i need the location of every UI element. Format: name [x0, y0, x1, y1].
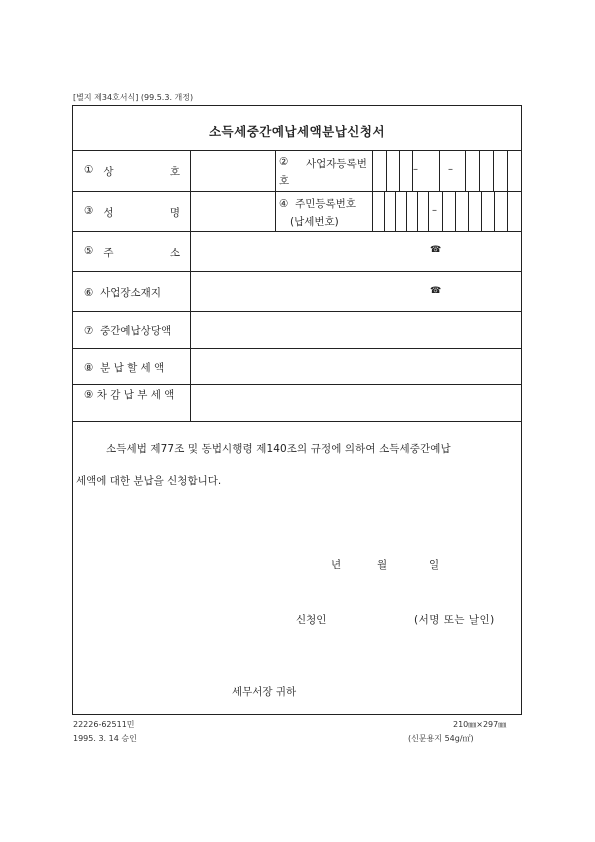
form-reference: [별지 제34호서식] (99.5.3. 개정) — [73, 93, 194, 102]
resident-no-label: ④ 주민등록번호 — [279, 198, 356, 210]
biz-reg-label-text-2: 호 — [279, 175, 290, 187]
tax-no-label: (납세번호) — [290, 216, 339, 228]
applicant-label: 신청인 — [296, 614, 327, 626]
address-field[interactable] — [190, 231, 521, 271]
name-label: ③ 성 명 — [84, 205, 180, 219]
paper-type: (신문용지 54g/㎡) — [408, 734, 474, 743]
statement-line-2: 세액에 대한 분납을 신청합니다. — [76, 475, 222, 487]
approval-date: 1995. 3. 14 승인 — [73, 734, 137, 743]
form-number: 22226-62511민 — [73, 720, 135, 729]
date-year: 년 — [331, 559, 342, 571]
trade-name-label: ① 상 호 — [84, 164, 180, 178]
business-location-field[interactable] — [190, 271, 521, 311]
installment-amount-label: ⑧ 분 납 할 세 액 — [84, 362, 165, 374]
biz-reg-label: ② — [279, 156, 289, 168]
date-month: 월 — [377, 559, 388, 571]
biz-reg-digit-boxes[interactable] — [372, 150, 522, 191]
signature-note: (서명 또는 날인) — [414, 614, 495, 626]
business-location-label: ⑥ 사업장소재지 — [84, 287, 161, 299]
net-payment-field[interactable] — [190, 384, 521, 421]
date-day: 일 — [429, 559, 440, 571]
biz-reg-dash-1: – — [413, 164, 418, 175]
name-field[interactable] — [190, 191, 275, 231]
installment-amount-field[interactable] — [190, 348, 521, 384]
biz-reg-label-text: 사업자등록번 — [306, 158, 367, 170]
address-label: ⑤ 주 소 — [84, 245, 180, 259]
phone-icon: ☎ — [430, 245, 442, 255]
interim-amount-label: ⑦ 중간예납상당액 — [84, 325, 172, 337]
form-title: 소득세중간예납세액분납신청서 — [208, 124, 386, 139]
interim-amount-field[interactable] — [190, 311, 521, 348]
phone-icon: ☎ — [430, 286, 442, 296]
paper-size: 210㎜×297㎜ — [453, 720, 507, 729]
biz-reg-dash-2: – — [448, 164, 453, 175]
resident-dash: – — [432, 205, 437, 216]
recipient-label: 세무서장 귀하 — [232, 686, 297, 698]
resident-digit-boxes[interactable] — [372, 191, 522, 231]
statement-line-1: 소득세법 제77조 및 동법시행령 제140조의 규정에 의하여 소득세중간예납 — [106, 443, 451, 455]
trade-name-field[interactable] — [190, 150, 275, 191]
net-payment-label: ⑨ 차 감 납 부 세 액 — [84, 389, 175, 401]
